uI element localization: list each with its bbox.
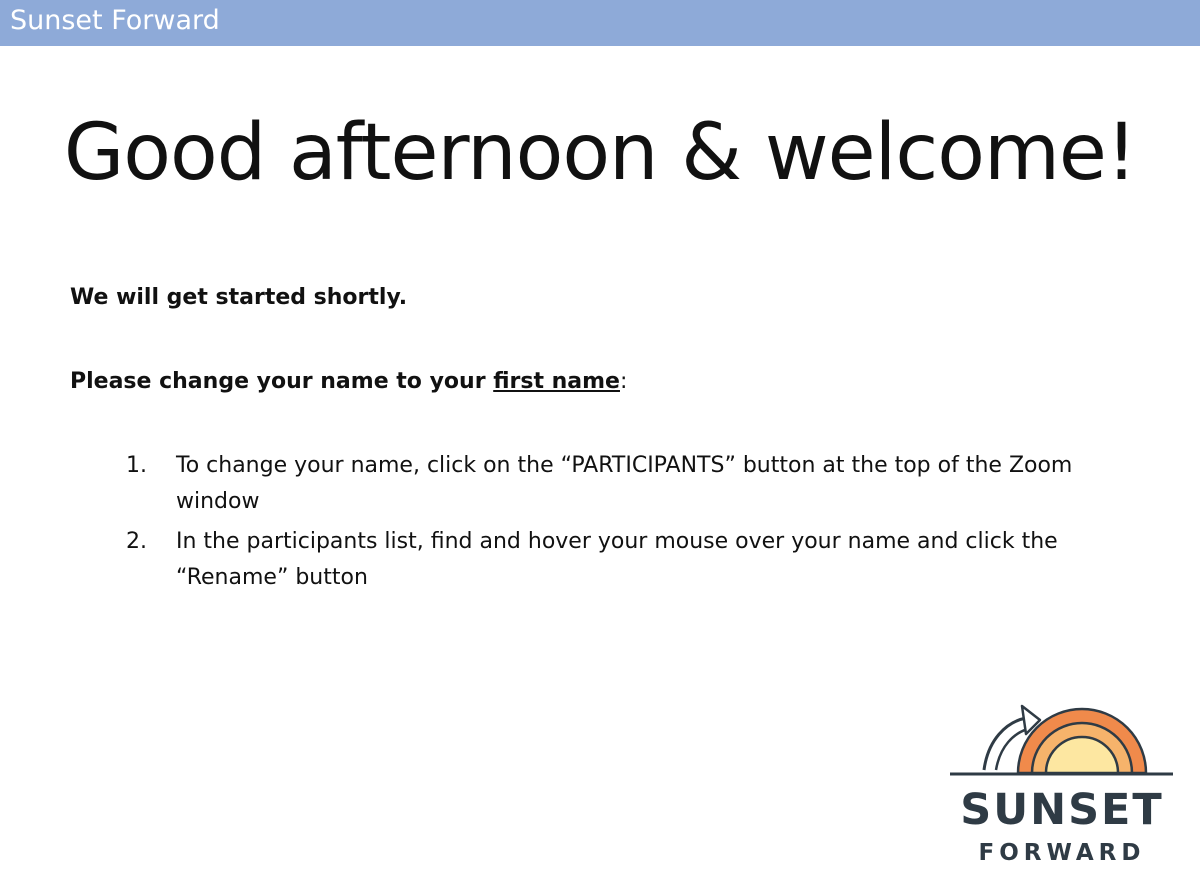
steps-list [126, 448, 1126, 600]
step-text: To change your name, click on the “PARTICIPANTS” button at the top of the Zoom window [176, 453, 1073, 514]
step-number: 1. [126, 453, 147, 478]
sunset-arrow-logo-icon [950, 706, 1173, 774]
header-bar [0, 0, 1200, 46]
slide-title: Good afternoon & welcome! [63, 108, 1137, 198]
rename-instruction-prefix: Please change your name to your [70, 369, 494, 394]
list-item [126, 448, 1126, 520]
rename-instruction [70, 367, 627, 397]
step-text: In the participants list, find and hover your mouse over your name and click the “Rename” button [176, 529, 1058, 590]
logo-word-sunset: SUNSET [960, 785, 1164, 835]
logo-word-forward: FORWARD [978, 840, 1146, 866]
header-title: Sunset Forward [10, 5, 220, 36]
started-shortly-text: We will get started shortly. [70, 285, 408, 310]
rename-instruction-colon: : [619, 369, 628, 394]
first-name-emphasis: first name [493, 369, 620, 394]
sunset-forward-logo [948, 700, 1178, 870]
list-item [126, 524, 1126, 596]
step-number: 2. [126, 529, 147, 554]
